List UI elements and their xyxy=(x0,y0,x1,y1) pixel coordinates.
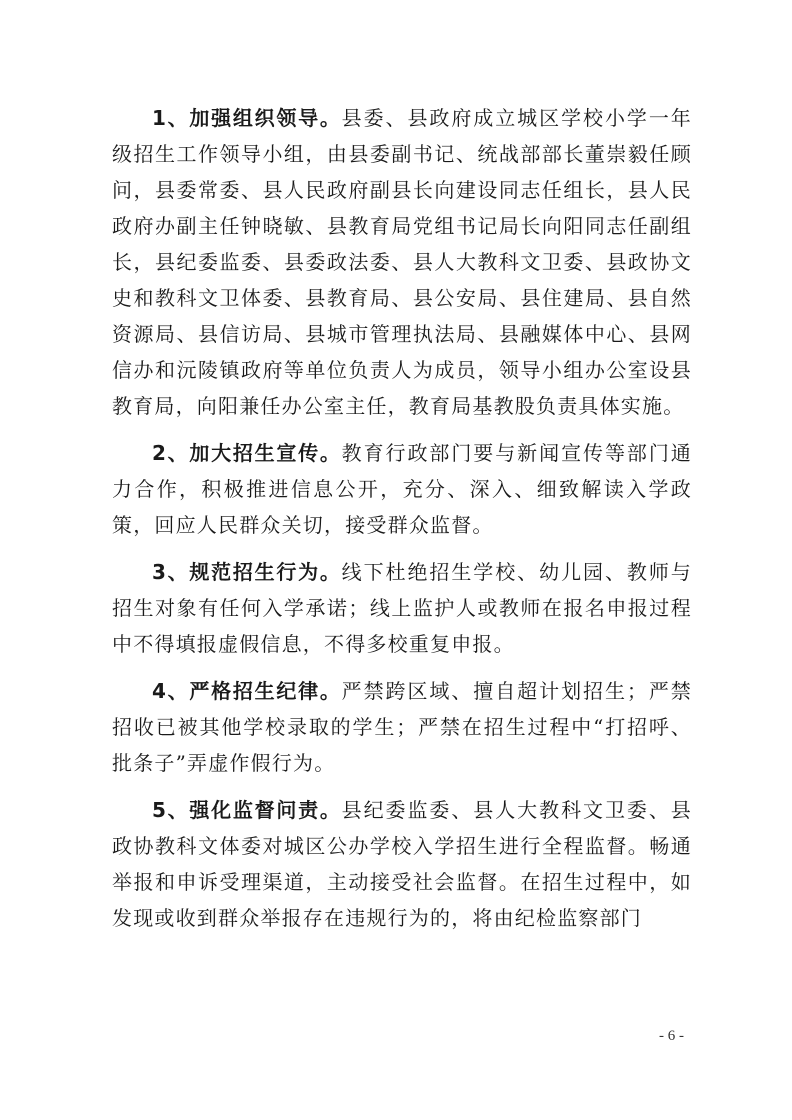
paragraph-organization-leadership xyxy=(112,100,692,424)
paragraph-enrollment-discipline xyxy=(112,673,692,781)
document-body xyxy=(112,100,692,936)
paragraph-body: 教育行政部门要与新闻宣传等部门通力合作，积极推进信息公开，充分、深入、细致解读入学政策，回应人民群众关切，接受群众监督。 xyxy=(112,441,692,537)
paragraph-heading: 2、加大招生宣传。 xyxy=(152,441,342,465)
page-number: - 6 - xyxy=(659,1028,684,1044)
paragraph-enrollment-publicity xyxy=(112,435,692,543)
paragraph-body: 线下杜绝招生学校、幼儿园、教师与招生对象有任何入学承诺；线上监护人或教师在报名申报过程中不得填报虚假信息，不得多校重复申报。 xyxy=(112,560,692,656)
paragraph-heading: 3、规范招生行为。 xyxy=(152,560,342,584)
paragraph-body: 严禁跨区域、擅自超计划招生；严禁招收已被其他学校录取的学生；严禁在招生过程中“打招呼、批条子”弄虚作假行为。 xyxy=(112,679,692,775)
paragraph-heading: 1、加强组织领导。 xyxy=(152,106,342,130)
paragraph-heading: 4、严格招生纪律。 xyxy=(152,679,342,703)
paragraph-heading: 5、强化监督问责。 xyxy=(152,798,342,822)
paragraph-body: 县纪委监委、县人大教科文卫委、县政协教科文体委对城区公办学校入学招生进行全程监督。畅通举报和申诉受理渠道，主动接受社会监督。在招生过程中，如发现或收到群众举报存在违规行为的，将由纪检监察部门 xyxy=(112,798,692,930)
paragraph-body: 县委、县政府成立城区学校小学一年级招生工作领导小组，由县委副书记、统战部部长董崇毅任顾问，县委常委、县人民政府副县长向建设同志任组长，县人民政府办副主任钟晓敏、县教育局党组书记局长向阳同志任副组长，县纪委监委、县委政法委、县人大教科文卫委、县政协文史和教科文卫体委、县教育局、县公安局、县住建局、县自然资源局、县信访局、县城市管理执法局、县融媒体中心、县网信办和沅陵镇政府等单位负责人为成员，领导小组办公室设县教育局，向阳兼任办公室主任，教育局基教股负责具体实施。 xyxy=(112,106,692,418)
paragraph-enrollment-conduct xyxy=(112,554,692,662)
paragraph-supervision-accountability xyxy=(112,792,692,936)
